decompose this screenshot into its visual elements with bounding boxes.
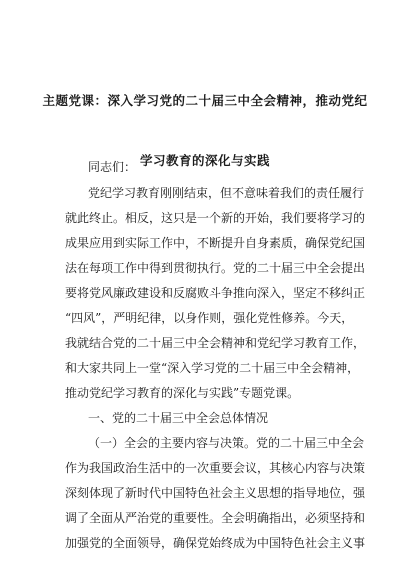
paragraph-line: 我就结合党的二十届三中全会精神和党纪学习教育工作， <box>65 336 366 350</box>
paragraph-line: 法在每项工作中得到贯彻执行。党的二十届三中全会提出 <box>65 261 366 275</box>
paragraph-line: 深刻体现了新时代中国特色社会主义思想的指导地位，强 <box>65 486 366 500</box>
paragraph-line: 推动党纪学习教育的深化与实践”专题党课。 <box>65 386 300 400</box>
paragraph-line: 就此终止。相反，这只是一个新的开始，我们要将学习的 <box>65 211 366 225</box>
salutation: 同志们： <box>88 160 137 174</box>
document-title-line-2: 学习教育的深化与实践 <box>139 153 270 168</box>
paragraph-line: 党纪学习教育刚刚结束，但不意味着我们的责任履行 <box>88 186 365 200</box>
paragraph-line: 要将党风廉政建设和反腐败斗争推向深入，坚定不移纠正 <box>65 286 366 300</box>
paragraph-line: 作为我国政治生活中的一次重要会议，其核心内容与决策 <box>65 461 366 475</box>
section-heading: 一、党的二十届三中全会总体情况 <box>88 411 269 425</box>
paragraph-line: “四风”，严明纪律，以身作则，强化党性修养。今天， <box>65 311 354 325</box>
paragraph-line: 成果应用到实际工作中，不断提升自身素质，确保党纪国 <box>65 236 366 250</box>
paragraph-line: 和大家共同上一堂“深入学习党的二十届三中全会精神， <box>65 361 360 375</box>
paragraph-line: 调了全面从严治党的重要性。全会明确指出，必须坚持和 <box>65 511 366 525</box>
document-title-line-1: 主题党课：深入学习党的二十届三中全会精神，推动党纪 <box>42 93 368 108</box>
paragraph-line: 加强党的全面领导，确保党始终成为中国特色社会主义事 <box>65 536 366 550</box>
paragraph-line: （一）全会的主要内容与决策。党的二十届三中全会 <box>88 436 365 450</box>
